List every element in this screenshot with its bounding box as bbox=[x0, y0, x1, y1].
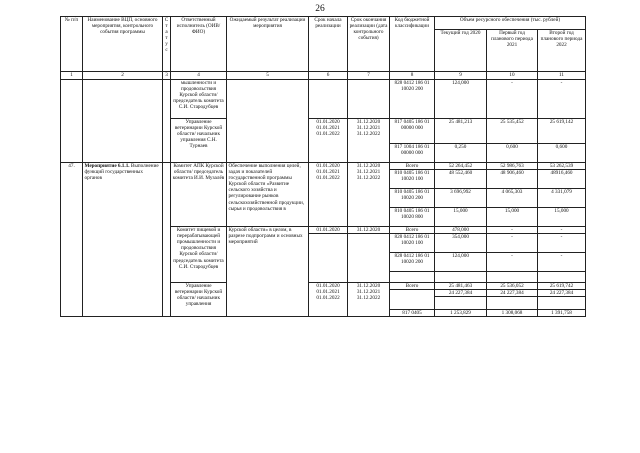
value-2021: - bbox=[487, 234, 538, 253]
activity-title: Мероприятие 6.1.1. bbox=[84, 163, 130, 169]
col-index: 4 bbox=[171, 72, 227, 80]
executor-cell: Комитет АПК Курской области/ председатель комитета И.И. Музалёв bbox=[171, 163, 227, 227]
code-cell: Всего bbox=[390, 163, 435, 170]
cell-empty bbox=[487, 297, 538, 310]
activity-name: Выполнение функций государственных органов bbox=[84, 163, 159, 182]
cell-empty bbox=[435, 297, 487, 310]
value-2021: 0,600 bbox=[487, 144, 538, 163]
resource-table bbox=[60, 16, 586, 317]
header-start: Срок начала реализации bbox=[309, 17, 348, 72]
code-cell: 817 1004 186 01 00000 000 bbox=[390, 144, 435, 163]
end-date: 31.12.2022 bbox=[356, 131, 381, 138]
value-2021: - bbox=[487, 80, 538, 119]
value-2020: 24 227,384 bbox=[435, 290, 487, 297]
value-2022: - bbox=[538, 234, 586, 253]
code-cell: Всего bbox=[390, 283, 435, 290]
value-2020: 124,000 bbox=[435, 253, 487, 272]
col-index: 10 bbox=[487, 72, 538, 80]
value-2022: 15,000 bbox=[538, 208, 586, 227]
cell-empty bbox=[348, 80, 390, 119]
cell-empty bbox=[163, 80, 171, 163]
result-cell: Курской области» в целом, в разрезе подпрограмм и основных мероприятий bbox=[227, 227, 309, 317]
cell-empty bbox=[390, 290, 435, 310]
header-name: Наименование ВЦП, основного мероприятия, контрольного события программы bbox=[83, 17, 163, 72]
col-index: 9 bbox=[435, 72, 487, 80]
activity-name-cell bbox=[83, 163, 163, 317]
header-2020: Текущий год 2020 bbox=[435, 30, 487, 72]
value-2020: 1 253,829 bbox=[435, 310, 487, 317]
value-2022: 48916,460 bbox=[538, 170, 586, 189]
value-2022: 24 227,384 bbox=[538, 290, 586, 297]
value-2020: 3 696,992 bbox=[435, 189, 487, 208]
code-cell: Всего bbox=[390, 227, 435, 234]
page-number: 26 bbox=[315, 4, 325, 14]
value-2021: 48 906,460 bbox=[487, 170, 538, 189]
start-date: 01.01.2020 bbox=[316, 283, 340, 290]
end-dates-cell bbox=[348, 119, 390, 163]
cell-empty bbox=[309, 80, 348, 119]
cell-empty bbox=[163, 163, 171, 317]
col-index: 2 bbox=[83, 72, 163, 80]
header-executor: Ответственный исполнитель (ОИВ/ФИО) bbox=[171, 17, 227, 72]
code-cell: 810 0405 186 01 10020 100 bbox=[390, 170, 435, 189]
start-dates-cell bbox=[309, 283, 348, 317]
code-cell: 810 0405 186 01 10020 800 bbox=[390, 208, 435, 227]
table-row bbox=[61, 163, 586, 170]
value-2022: 1 391,758 bbox=[538, 310, 586, 317]
end-date: 31.12.2020 bbox=[356, 119, 381, 125]
start-date: 01.01.2022 bbox=[316, 295, 340, 302]
value-2022: - bbox=[538, 253, 586, 272]
col-index: 1 bbox=[61, 72, 83, 80]
value-2022: 25 619,742 bbox=[538, 283, 586, 290]
table-row bbox=[61, 80, 586, 119]
header-code: Код бюджетной классификации bbox=[390, 17, 435, 72]
code-cell: 810 0405 186 01 10020 200 bbox=[390, 189, 435, 208]
value-2020: 15,000 bbox=[435, 208, 487, 227]
start-date: 01.01.2020 bbox=[316, 119, 340, 125]
value-2021: 4 065,303 bbox=[487, 189, 538, 208]
header-result: Ожидаемый результат реализации мероприятия bbox=[227, 17, 309, 72]
start-date: 01.01.2020 bbox=[316, 163, 340, 169]
value-2021: - bbox=[487, 253, 538, 272]
value-2021: - bbox=[487, 227, 538, 234]
value-2020: 478,000 bbox=[435, 227, 487, 234]
value-2021: 25 536,052 bbox=[487, 283, 538, 290]
cell-empty bbox=[309, 234, 348, 283]
cell-empty bbox=[487, 272, 538, 283]
result-cell: Обеспечение выполнения целей, задач и показателей государственной программы Курской области «Развитие сельского хозяйства и регулирование рынков сельскохозяйственной продукции, сырья и продовольствия в bbox=[227, 163, 309, 227]
cell-empty bbox=[538, 272, 586, 283]
end-date: 31.12.2021 bbox=[356, 289, 381, 296]
end-date: 31.12.2020 bbox=[348, 227, 390, 234]
end-date: 31.12.2021 bbox=[356, 125, 381, 132]
start-dates-cell bbox=[309, 163, 348, 227]
cell-empty bbox=[435, 272, 487, 283]
end-date: 31.12.2021 bbox=[356, 169, 381, 176]
code-cell: 828 0412 186 01 10020 200 bbox=[390, 253, 435, 272]
header-volume: Объем ресурсного обеспечения (тыс. рублей) bbox=[435, 17, 586, 30]
col-index: 8 bbox=[390, 72, 435, 80]
value-2022: 0,600 bbox=[538, 144, 586, 163]
col-index: 5 bbox=[227, 72, 309, 80]
code-cell: 828 0412 186 01 10020 100 bbox=[390, 234, 435, 253]
executor-cell: мышленности и продовольствия Курской области/ председатель комитета С.И. Стародубцев bbox=[171, 80, 227, 119]
start-date: 01.01.2022 bbox=[316, 175, 340, 182]
end-date: 31.12.2022 bbox=[356, 295, 381, 302]
cell-empty bbox=[538, 297, 586, 310]
value-2020: 48 552,460 bbox=[435, 170, 487, 189]
start-date: 01.01.2021 bbox=[316, 169, 340, 176]
value-2022: - bbox=[538, 80, 586, 119]
code-cell: 828 0412 186 01 10020 200 bbox=[390, 80, 435, 119]
value-2022: 4 331,079 bbox=[538, 189, 586, 208]
value-2021: 1 308,068 bbox=[487, 310, 538, 317]
value-2022: 25 619,142 bbox=[538, 119, 586, 144]
cell-empty bbox=[61, 80, 83, 163]
cell-empty bbox=[348, 234, 390, 283]
header-end: Срок окончания реализации (дата контрольного события) bbox=[348, 17, 390, 72]
value-2020: 354,000 bbox=[435, 234, 487, 253]
column-index-row bbox=[61, 72, 586, 80]
header-2021: Первый год планового периода 2021 bbox=[487, 30, 538, 72]
executor-cell: Комитет пищевой и перерабатывающей промышленности и продовольствия Курской области/ председатель комитета С.И. Стародубцев bbox=[171, 227, 227, 283]
value-2020: 25 481,213 bbox=[435, 119, 487, 144]
executor-cell: Управление ветеринарии Курской области/ начальник управления С.Н. Турнаев bbox=[171, 119, 227, 163]
col-index: 3 bbox=[163, 72, 171, 80]
start-date: 01.01.2020 bbox=[309, 227, 348, 234]
end-dates-cell bbox=[348, 163, 390, 227]
value-2022: - bbox=[538, 227, 586, 234]
end-date: 31.12.2020 bbox=[356, 283, 381, 290]
value-2022: 53 262,539 bbox=[538, 163, 586, 170]
header-row bbox=[61, 17, 586, 30]
header-num: № п/п bbox=[61, 17, 83, 72]
value-2021: 24 227,384 bbox=[487, 290, 538, 297]
value-2021: 15,000 bbox=[487, 208, 538, 227]
code-cell: 817 0405 bbox=[390, 310, 435, 317]
value-2020: 52 264,452 bbox=[435, 163, 487, 170]
end-date: 31.12.2022 bbox=[356, 175, 381, 182]
col-index: 7 bbox=[348, 72, 390, 80]
end-date: 31.12.2020 bbox=[356, 163, 381, 169]
start-date: 01.01.2021 bbox=[316, 125, 340, 132]
executor-cell: Управление ветеринарии Курской области/ начальник управления bbox=[171, 283, 227, 317]
col-index: 11 bbox=[538, 72, 586, 80]
row-number: 47. bbox=[61, 163, 83, 317]
cell-empty bbox=[227, 80, 309, 163]
cell-empty bbox=[83, 80, 163, 163]
start-date: 01.01.2021 bbox=[316, 289, 340, 296]
value-2021: 52 986,763 bbox=[487, 163, 538, 170]
value-2021: 25 535,452 bbox=[487, 119, 538, 144]
header-2022: Второй год планового периода 2022 bbox=[538, 30, 586, 72]
start-date: 01.01.2022 bbox=[316, 131, 340, 138]
start-dates-cell bbox=[309, 119, 348, 163]
value-2020: 124,000 bbox=[435, 80, 487, 119]
value-2020: 25 481,463 bbox=[435, 283, 487, 290]
col-index: 6 bbox=[309, 72, 348, 80]
code-cell: 817 0405 186 01 00000 000 bbox=[390, 119, 435, 144]
end-dates-cell bbox=[348, 283, 390, 317]
cell-empty bbox=[390, 272, 435, 283]
header-status: С т а т у с bbox=[163, 17, 171, 72]
value-2020: 0,250 bbox=[435, 144, 487, 163]
